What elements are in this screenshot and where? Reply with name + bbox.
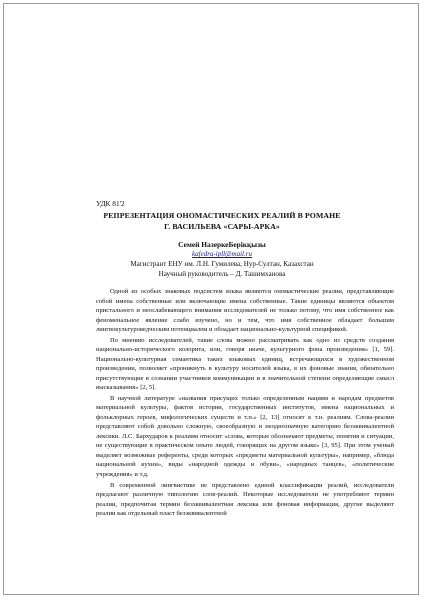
- body-paragraph: По мнению исследователей, такие слова можно рассматривать как одно из средств создания национально-исторического колорита, или, говоря иначе, культурного фона произведения» [1, 59]. Национально-культурная семантика таких языковых единиц, встречающихся в художественном произведении, позволяет «проникнуть в культуру носителей языка, в их фоновые знания, обязательно присутствующие в сознании участников коммуникации и в значительной степени определяющие смысл высказывания» [2, 5].: [96, 336, 394, 392]
- paper-body: [96, 287, 394, 520]
- udk-code: УДК 81'2: [96, 199, 125, 208]
- paper-title-line-1: РЕПРЕЗЕНТАЦИЯ ОНОМАСТИЧЕСКИХ РЕАЛИЙ В РОМАНЕ: [103, 211, 341, 220]
- body-paragraph: В современной лингвистике не представлено единой классификации реалий, исследователи предлагают различную типологию слов-реалий. Некоторые исследователи не употребляют термин реалии, предпочитая термин безэквивалентная лексика или фоновая информация, другие выделяют реалии как отдельный пласт безэквивалентной: [96, 481, 394, 518]
- document-page: [3, 3, 419, 595]
- author-name: Семей НазеркеБерікқызы: [178, 240, 266, 249]
- author-affiliation: Магистрант ЕНУ им. Л.Н. Гумилева, Нур-Султан, Казахстан: [130, 260, 314, 268]
- body-paragraph: Одной из особых знаковых подсистем языка являются ономастические реалии, представляющие собой имена собственные или включающие имена собственные. Такие единицы являются объектом пристального и неослабевающего внимания исследователей не только потому, что имя собственное как феноменальное явление слабо изучено, но и тем, что имя собственное обладает большим лингвокультуроведческим потенциалом и обладает национально-культурной спецификой.: [96, 288, 394, 333]
- author-email-link[interactable]: kafedra-ipll@mail.ru: [192, 250, 252, 258]
- scientific-supervisor: Научный руководитель – Д. Ташимханова: [158, 270, 286, 278]
- body-paragraph: В научной литературе «названия присущих только определенным нациям и народам предметов материальной культуры, фактов истории, государственных институтов, имена национальных и фольклорных героев, мифологических существ и т.п.» [2, 13] относят к т.н. реалиям. Слова-реалии представляют собой довольно сложную, своеобразную и неоднозначную категорию безэквивалентной лексики. Л.С. Бархударов к реалиям относит «слова, которые обозначают предметы, понятия и ситуации, не существующие в практическом опыте людей, говорящих на другом языке» [3, 95]. При этом ученый выделяет возможные референты, среди которых «предметы материальной культуры», например, «блюда национальной кухни», виды «народной одежды и обуви», «народных танцев», «политические учреждения» и т.д.: [96, 394, 394, 478]
- paper-title-line-2: Г. ВАСИЛЬЕВА «САРЫ-АРКА»: [164, 222, 280, 231]
